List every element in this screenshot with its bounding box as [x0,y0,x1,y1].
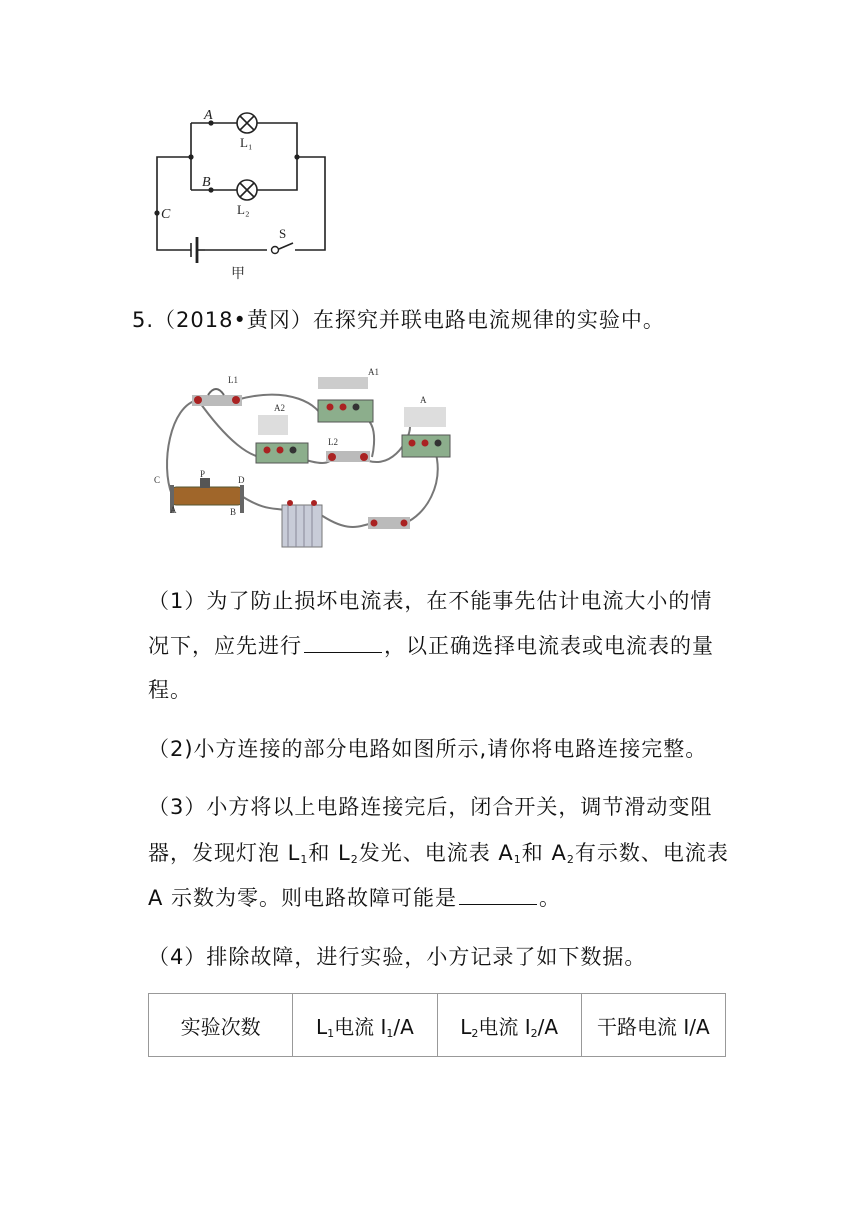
lamp-l1-icon [237,113,257,133]
sub-2b: 2 [566,853,575,866]
fig2-label-a: A [420,395,427,405]
data-table [148,993,726,1057]
ammeter-a1 [318,377,373,422]
q3-line3-pre: A 示数为零。则电路故障可能是 [148,886,458,910]
q1-line2-post: ，以正确选择电流表或电流表的量 [384,634,714,658]
lamp-l1-base [192,389,242,406]
q1-line3: 程。 [148,678,192,702]
col2-c: /A [393,1014,414,1039]
label-a: A [204,108,213,123]
label-b: B [202,175,211,190]
q3-line3 [148,877,561,919]
q3-line2-e: 有示数、电流表 [574,841,729,865]
q3-line2 [148,832,729,881]
col3-a: L [460,1014,472,1039]
q4-text: （4）排除故障，进行实验，小方记录了如下数据。 [148,945,647,969]
col2-sub-l: 1 [327,1026,335,1040]
answer-blank-1[interactable] [304,632,382,653]
fig2-label-d: D [238,475,245,485]
col2-sub-i: 1 [386,1026,394,1040]
fig2-label-l1: L1 [228,375,238,385]
question-heading: 5.（2018•黄冈）在探究并联电路电流规律的实验中。 [132,308,665,332]
col3-sub-l: 2 [471,1026,479,1040]
q3-line2-b: 和 L [308,841,351,865]
table-header-cell [437,994,581,1057]
fig2-label-a2: A2 [274,403,285,413]
fig2-label-l2: L2 [328,437,338,447]
col3-sub-i: 2 [530,1026,538,1040]
q3-line2-c: 发光、电流表 A [358,841,514,865]
answer-blank-2[interactable] [459,884,537,905]
label-l2: L₂ [237,202,250,217]
q1-line2-pre: 况下，应先进行 [148,634,302,658]
q3-line1: （3）小方将以上电路连接完后，闭合开关，调节滑动变阻 [148,795,713,819]
table-header-cell [293,994,437,1057]
parallel-circuit-diagram [145,100,345,285]
q3-line3-post: 。 [539,886,562,910]
col2-a: L [315,1014,328,1039]
col3-c: /A [537,1014,559,1039]
sub-2: 2 [350,853,359,866]
fig2-label-c: C [154,475,161,485]
figure-caption: 甲 [231,266,245,282]
table-header-cell: 实验次数 [149,994,293,1057]
physical-circuit-figure [150,365,460,555]
q1-line1: （1）为了防止损坏电流表，在不能事先估计电流大小的情 [148,589,713,613]
fig2-label-b-end: B [230,507,237,517]
q2-text: （2)小方连接的部分电路如图所示,请你将电路连接完整。 [148,737,708,761]
switch [368,517,410,529]
table-header-row [149,994,726,1057]
lamp-l2-base [326,451,370,462]
sub-1: 1 [300,853,309,866]
label-l1: L₁ [240,135,253,150]
label-c: C [161,207,171,222]
table-header-cell: 干路电流 I/A [581,994,725,1057]
fig2-label-a1: A1 [368,367,379,377]
lamp-l2-icon [237,180,257,200]
q3-line2-d: 和 A [521,841,567,865]
q3-line2-a: 器，发现灯泡 L [148,841,301,865]
q1-line2 [148,625,714,667]
fig2-label-p: P [200,469,206,479]
col3-b: 电流 I [478,1014,531,1039]
label-s: S [279,226,287,241]
fig2-label-a-end: A [170,505,177,515]
col2-b: 电流 I [334,1014,387,1039]
battery-pack [282,500,322,547]
ammeter-a2 [256,415,308,463]
sub-1b: 1 [513,853,522,866]
